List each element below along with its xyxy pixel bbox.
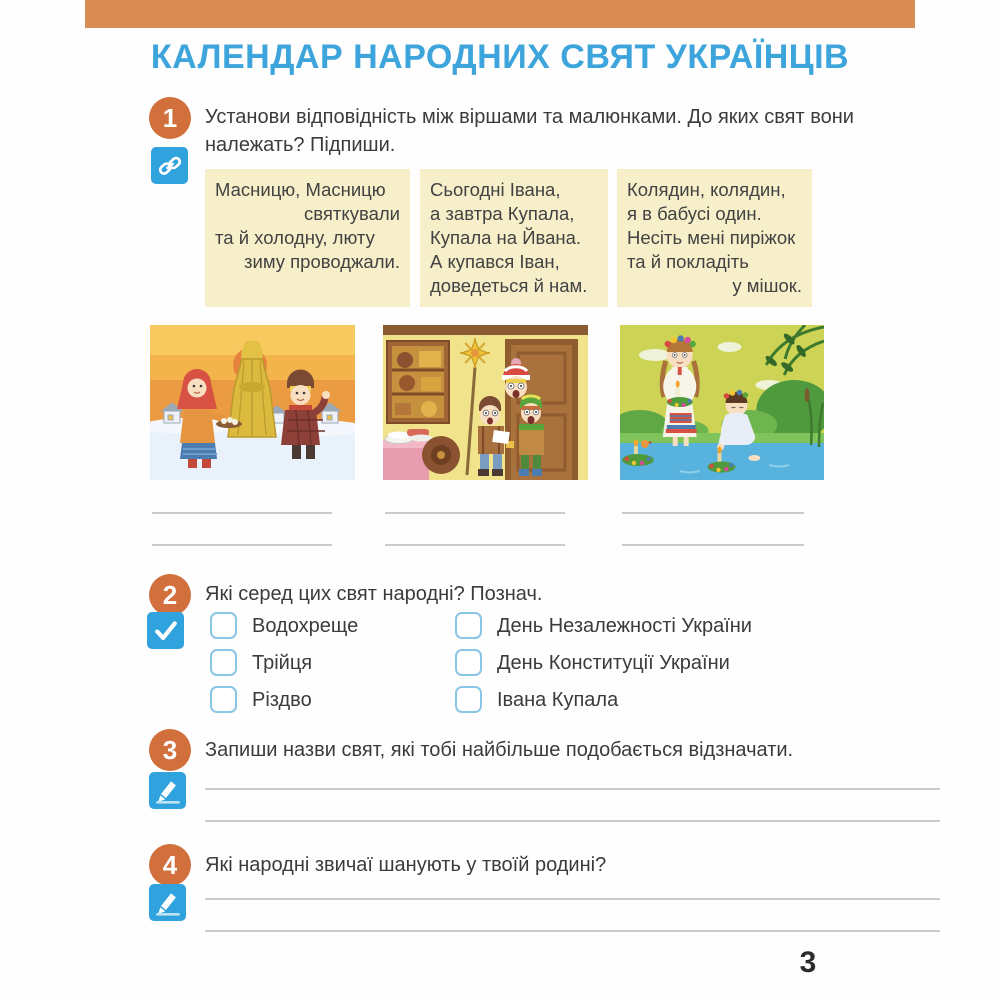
- checkbox-label-den-konstytutsii: День Конституції України: [497, 652, 730, 674]
- poem-line: зиму проводжали.: [244, 251, 400, 272]
- checkbox-den-konstytutsii[interactable]: [455, 649, 482, 676]
- poem-line: а завтра Купала,: [430, 203, 575, 224]
- poem-line: та й покладіть: [627, 251, 749, 272]
- task1-number: 1: [162, 102, 178, 133]
- checkbox-label-triitsia: Трійця: [252, 652, 313, 674]
- link-icon: [151, 147, 188, 184]
- checkbox-ivana-kupala[interactable]: [455, 686, 482, 713]
- task1-instruction: Установи відповідність між віршами та малюнками. До яких свят вони належать? Підпиши.: [205, 106, 854, 156]
- poem-card-maslenitsa: [205, 169, 410, 307]
- decorative-wheel: [422, 436, 460, 474]
- checkbox-den-nezalezhnosti[interactable]: [455, 612, 482, 639]
- task4-answer-line-1[interactable]: [205, 898, 940, 900]
- poem-line: Купала на Йвана.: [430, 227, 582, 248]
- task3-instruction: Запиши назви свят, які тобі найбільше подобається відзначати.: [205, 739, 794, 761]
- task4-number: 4: [162, 849, 178, 880]
- task4-instruction: Які народні звичаї шанують у твоїй родині?: [205, 854, 607, 876]
- pencil-icon: [149, 772, 186, 809]
- poem-line: святкували: [304, 203, 400, 224]
- checkmark-icon: [147, 612, 184, 649]
- poem-line: Масницю, Масницю: [215, 179, 386, 200]
- picture1-caption-line-1[interactable]: [152, 512, 332, 514]
- page-title: КАЛЕНДАР НАРОДНИХ СВЯТ УКРАЇНЦІВ: [150, 38, 850, 76]
- task3-number-badge: [149, 729, 191, 771]
- task2-instruction: Які серед цих свят народні? Познач.: [205, 583, 543, 605]
- poem-line: Несіть мені пиріжок: [627, 227, 796, 248]
- picture2-caption-line-1[interactable]: [385, 512, 565, 514]
- task4-number-badge: [149, 844, 191, 886]
- task2-number: 2: [162, 579, 178, 610]
- poem-card-koliada: [617, 169, 812, 307]
- checkbox-label-ivana-kupala: Івана Купала: [497, 689, 619, 711]
- checkbox-rizdvo[interactable]: [210, 686, 237, 713]
- poem-line: у мішок.: [732, 275, 802, 296]
- checkbox-vodokhreshche[interactable]: [210, 612, 237, 639]
- checkbox-label-vodokhreshche: Водохреще: [252, 615, 359, 637]
- picture3-caption-line-1[interactable]: [622, 512, 804, 514]
- picture2-caption-line-2[interactable]: [385, 544, 565, 546]
- poem-line: Сьогодні Івана,: [430, 179, 561, 200]
- task4-answer-line-2[interactable]: [205, 930, 940, 932]
- picture3-caption-line-2[interactable]: [622, 544, 804, 546]
- page-number: 3: [799, 946, 817, 979]
- checkbox-label-rizdvo: Різдво: [252, 689, 312, 711]
- poem-line: доведеться й нам.: [430, 275, 588, 296]
- top-decorative-bar: [85, 0, 915, 28]
- task3-answer-line-1[interactable]: [205, 788, 940, 790]
- shelf-with-dishes: [387, 341, 449, 423]
- illustration-kupala: [620, 325, 824, 480]
- poem-line: Колядин, колядин,: [627, 179, 786, 200]
- poem-card-kupala: [420, 169, 608, 307]
- standing-girl-vyshyvanka: [662, 335, 697, 446]
- poem-line: я в бабусі один.: [627, 203, 762, 224]
- task1-number-badge: [149, 97, 191, 139]
- checkbox-label-den-nezalezhnosti: День Незалежності України: [497, 615, 752, 637]
- illustration-caroling: [383, 325, 588, 480]
- task3-number: 3: [162, 734, 178, 765]
- task3-answer-line-2[interactable]: [205, 820, 940, 822]
- pencil-icon: [149, 884, 186, 921]
- poem-line: та й холодну, люту: [215, 227, 375, 248]
- poem-line: А купався Іван,: [430, 251, 560, 272]
- picture1-caption-line-2[interactable]: [152, 544, 332, 546]
- checkbox-triitsia[interactable]: [210, 649, 237, 676]
- illustration-maslenitsa: [150, 325, 355, 480]
- task2-number-badge: [149, 574, 191, 616]
